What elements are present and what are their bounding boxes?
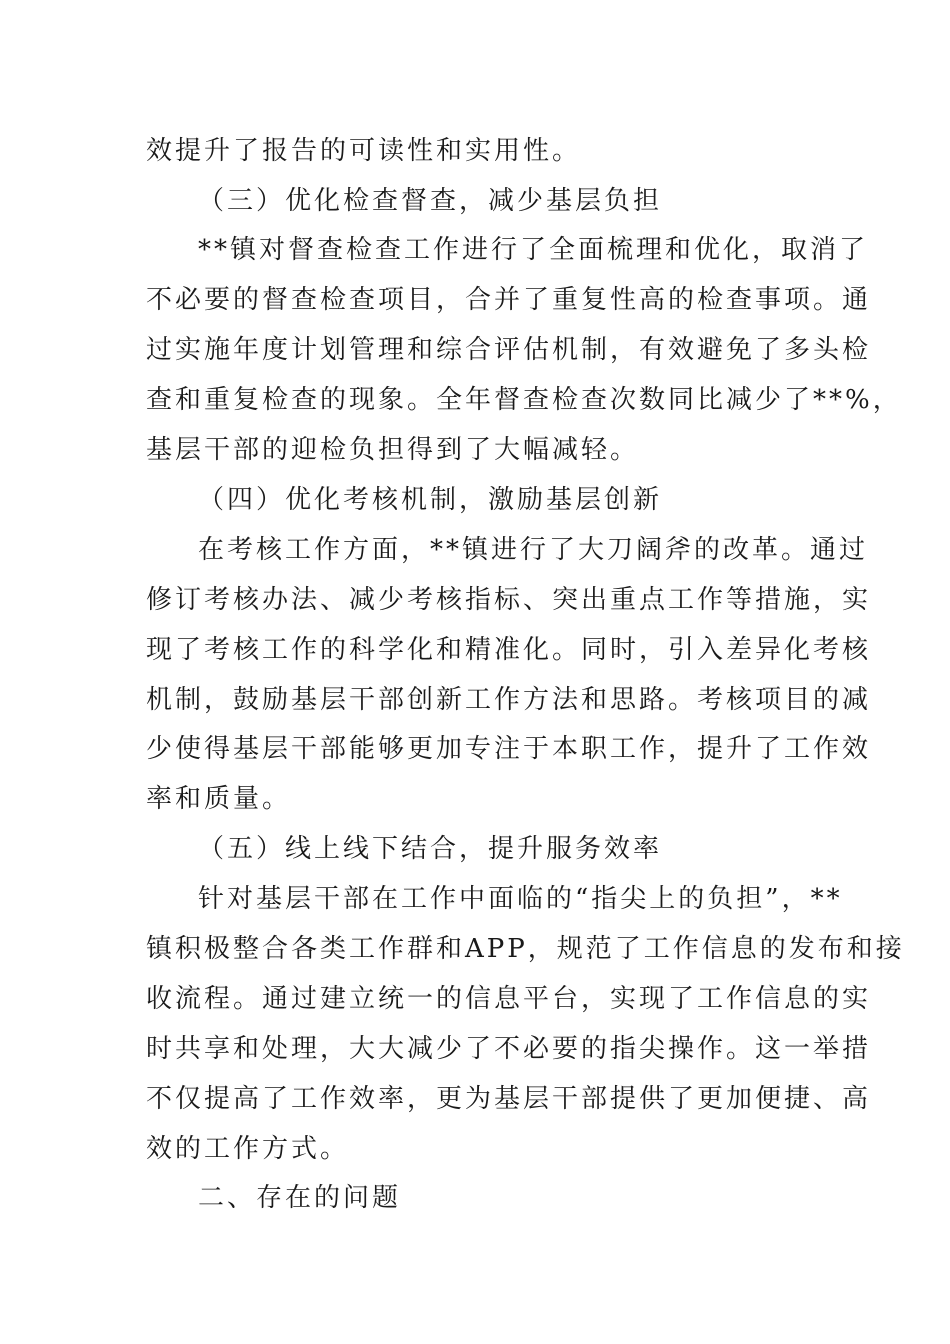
paragraph-line: 查和重复检查的现象。全年督查检查次数同比减少了**%， (146, 385, 902, 415)
paragraph-line: 不仅提高了工作效率，更为基层干部提供了更加便捷、高 (146, 1084, 872, 1114)
paragraph-line: 在考核工作方面，**镇进行了大刀阔斧的改革。通过 (198, 535, 869, 565)
paragraph-line: 镇积极整合各类工作群和APP，规范了工作信息的发布和接 (146, 934, 905, 964)
paragraph-line: 机制，鼓励基层干部创新工作方法和思路。考核项目的减 (146, 685, 872, 715)
paragraph-line: 现了考核工作的科学化和精准化。同时，引入差异化考核 (146, 635, 872, 665)
paragraph-line: **镇对督查检查工作进行了全面梳理和优化，取消了 (198, 235, 869, 265)
paragraph-line: 不必要的督查检查项目，合并了重复性高的检查事项。通 (146, 285, 872, 315)
paragraph-line: 过实施年度计划管理和综合评估机制，有效避免了多头检 (146, 335, 872, 365)
paragraph-line: 效提升了报告的可读性和实用性。 (146, 136, 582, 166)
section-heading-4: （四）优化考核机制，激励基层创新 (198, 485, 663, 515)
paragraph-line: 针对基层干部在工作中面临的“指尖上的负担”，** (198, 884, 843, 914)
chapter-heading: 二、存在的问题 (198, 1183, 402, 1213)
paragraph-line: 收流程。通过建立统一的信息平台，实现了工作信息的实 (146, 984, 872, 1014)
section-heading-3: （三）优化检查督查，减少基层负担 (198, 186, 663, 216)
paragraph-line: 少使得基层干部能够更加专注于本职工作，提升了工作效 (146, 734, 872, 764)
paragraph-line: 基层干部的迎检负担得到了大幅减轻。 (146, 435, 640, 465)
section-heading-5: （五）线上线下结合，提升服务效率 (198, 834, 663, 864)
paragraph-line: 修订考核办法、减少考核指标、突出重点工作等措施，实 (146, 585, 872, 615)
paragraph-line: 率和质量。 (146, 784, 292, 814)
paragraph-line: 效的工作方式。 (146, 1134, 350, 1164)
paragraph-line: 时共享和处理，大大减少了不必要的指尖操作。这一举措 (146, 1034, 872, 1064)
